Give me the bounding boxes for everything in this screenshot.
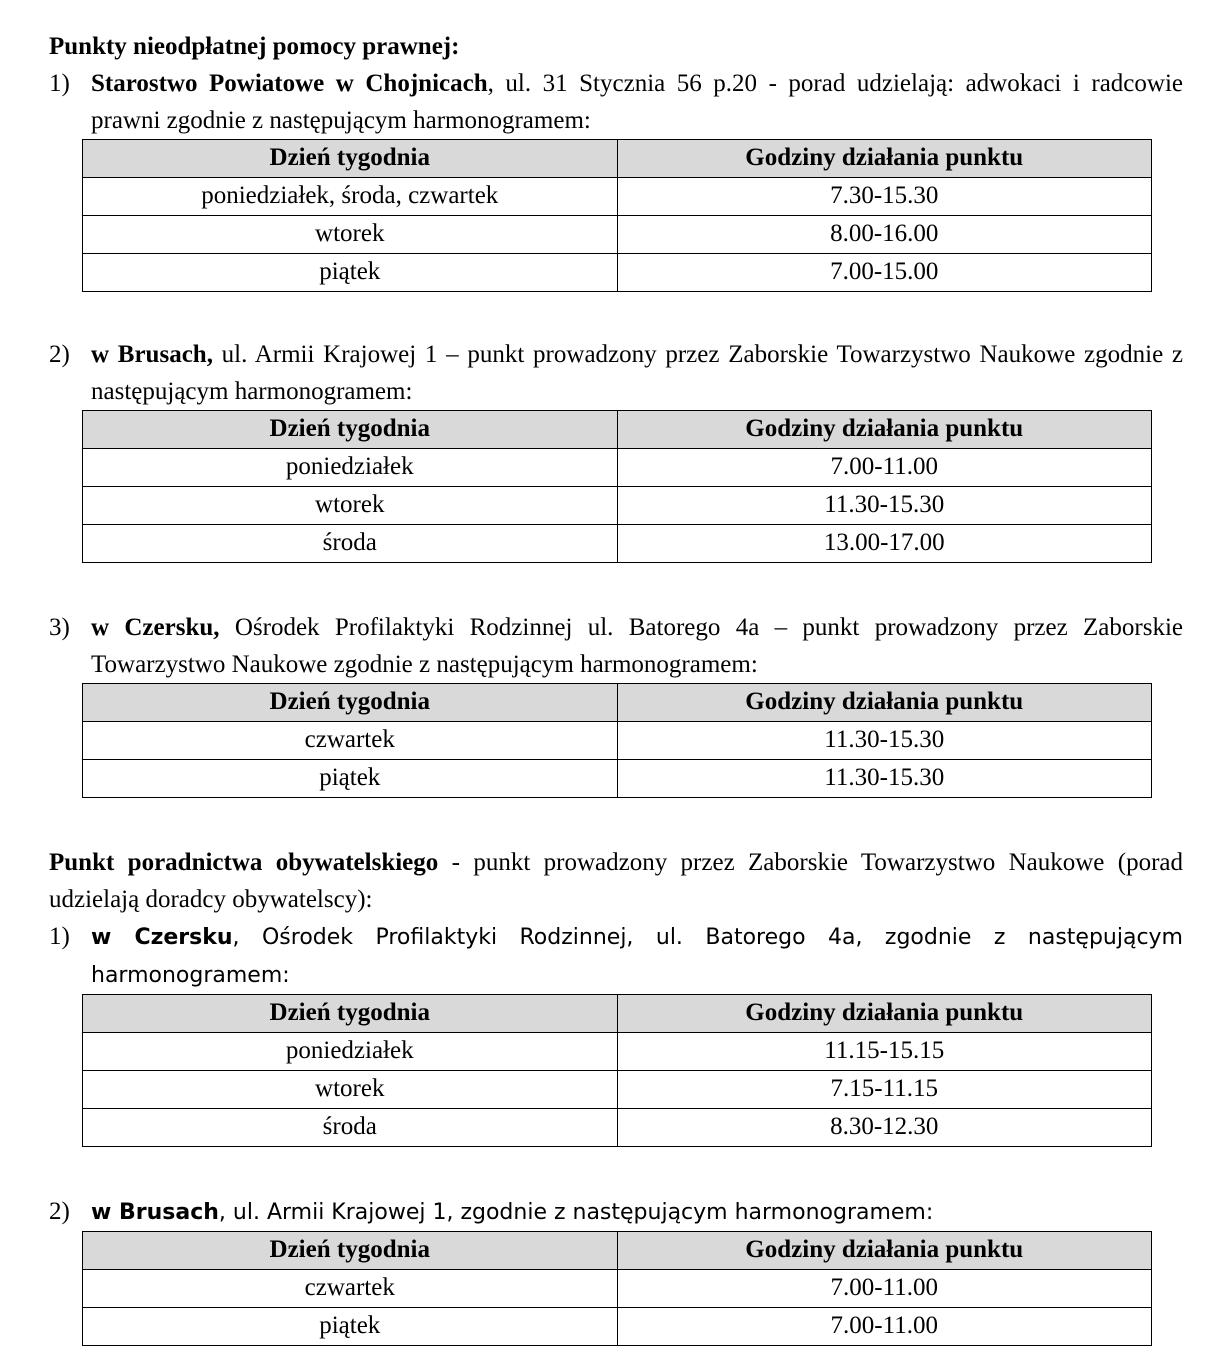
table-header-row [83,140,1152,178]
header-day: Dzień tygodnia [83,995,618,1033]
location-description: , Ośrodek Profilaktyki Rodzinnej, ul. Batorego 4a, zgodnie z następującym harmonogramem: [91,925,1183,988]
cell-day: czwartek [83,722,618,760]
cell-day: piątek [83,760,618,798]
location-description: Ośrodek Profilaktyki Rodzinnej ul. Batorego 4a – punkt prowadzony przez Zaborskie Towarzystwo Naukowe zgodnie z następującym harmonogramem: [91,614,1184,678]
legal-item-2 [49,336,1183,410]
schedule-table [82,410,1152,563]
table-row [83,525,1152,563]
schedule-table [82,1231,1152,1346]
header-hours: Godziny działania punktu [617,411,1152,449]
civic-advice-heading [49,844,1183,918]
location-name: w Brusach, [91,341,213,368]
cell-hours: 11.15-15.15 [617,1033,1152,1071]
location-name: w Brusach [91,1200,219,1225]
cell-hours: 7.15-11.15 [617,1071,1152,1109]
header-day: Dzień tygodnia [83,411,618,449]
table-row [83,1270,1152,1308]
header-hours: Godziny działania punktu [617,140,1152,178]
header-day: Dzień tygodnia [83,684,618,722]
table-row [83,1109,1152,1147]
location-description: ul. Armii Krajowej 1 – punkt prowadzony przez Zaborskie Towarzystwo Naukowe zgodnie z następującym harmonogramem: [91,341,1183,405]
cell-hours: 11.30-15.30 [617,760,1152,798]
cell-hours: 7.30-15.30 [617,178,1152,216]
cell-day: wtorek [83,487,618,525]
header-hours: Godziny działania punktu [617,684,1152,722]
header-hours: Godziny działania punktu [617,1232,1152,1270]
location-name: w Czersku [91,925,233,950]
cell-day: poniedziałek, środa, czwartek [83,178,618,216]
table-row [83,254,1152,292]
schedule-table [82,994,1152,1147]
table-row [83,487,1152,525]
legal-item-1 [49,65,1183,139]
header-day: Dzień tygodnia [83,1232,618,1270]
location-description: , ul. Armii Krajowej 1, zgodnie z następującym harmonogramem: [218,1200,934,1225]
civic-item-1 [49,918,1183,994]
table-row [83,760,1152,798]
item-number: 1) [49,923,70,950]
table-row [83,1308,1152,1346]
schedule-table [82,683,1152,798]
civic-item-2 [49,1193,1183,1231]
item-number: 3) [49,614,70,641]
cell-day: czwartek [83,1270,618,1308]
cell-hours: 8.30-12.30 [617,1109,1152,1147]
location-description: , ul. 31 Stycznia 56 p.20 - porad udzielają: adwokaci i radcowie prawni zgodnie z następującym harmonogramem: [91,70,1183,134]
location-name: Starostwo Powiatowe w Chojnicach [91,70,488,97]
table-header-row [83,995,1152,1033]
table-row [83,178,1152,216]
cell-day: środa [83,525,618,563]
civic-heading-text: - punkt prowadzony przez Zaborskie Towarzystwo Naukowe (porad udzielają doradcy obywatelscy): [49,849,1183,913]
cell-hours: 7.00-15.00 [617,254,1152,292]
header-day: Dzień tygodnia [83,140,618,178]
cell-hours: 8.00-16.00 [617,216,1152,254]
cell-hours: 7.00-11.00 [617,1308,1152,1346]
cell-hours: 11.30-15.30 [617,722,1152,760]
cell-hours: 7.00-11.00 [617,449,1152,487]
legal-aid-heading: Punkty nieodpłatnej pomocy prawnej: [49,33,460,60]
item-number: 2) [49,341,70,368]
schedule-table [82,139,1152,292]
table-header-row [83,684,1152,722]
table-header-row [83,411,1152,449]
cell-hours: 13.00-17.00 [617,525,1152,563]
cell-day: środa [83,1109,618,1147]
civic-heading-bold: Punkt poradnictwa obywatelskiego [49,849,439,876]
cell-hours: 7.00-11.00 [617,1270,1152,1308]
table-row [83,216,1152,254]
header-hours: Godziny działania punktu [617,995,1152,1033]
cell-day: poniedziałek [83,449,618,487]
table-row [83,1071,1152,1109]
cell-day: poniedziałek [83,1033,618,1071]
cell-day: piątek [83,1308,618,1346]
table-row [83,1033,1152,1071]
cell-day: wtorek [83,1071,618,1109]
table-row [83,449,1152,487]
legal-item-3 [49,609,1183,683]
location-name: w Czersku, [91,614,220,641]
cell-day: wtorek [83,216,618,254]
document-page [49,28,1183,1346]
cell-day: piątek [83,254,618,292]
table-header-row [83,1232,1152,1270]
item-number: 1) [49,70,70,97]
item-number: 2) [49,1198,70,1225]
table-row [83,722,1152,760]
cell-hours: 11.30-15.30 [617,487,1152,525]
